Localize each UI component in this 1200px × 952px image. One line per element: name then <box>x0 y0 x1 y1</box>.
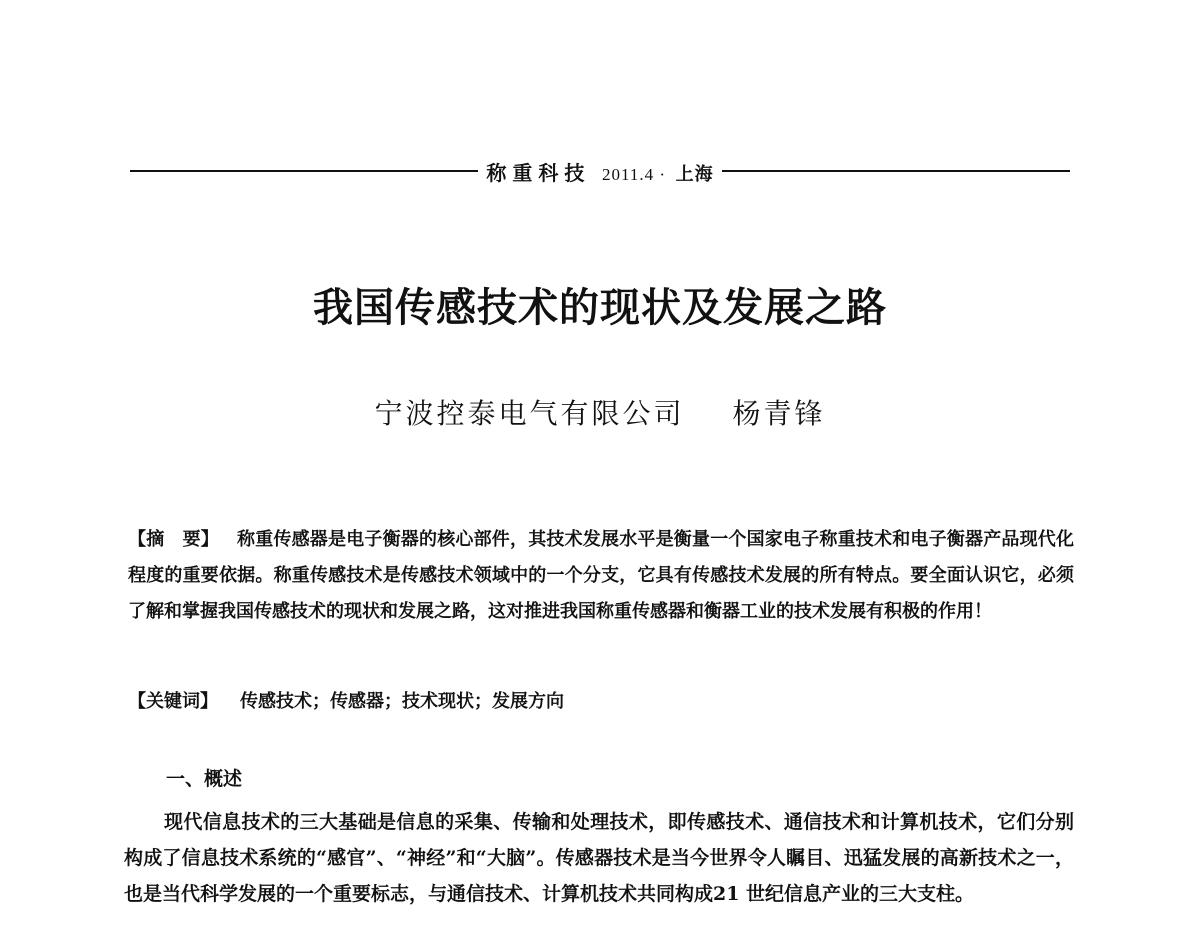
keywords-label: 【关键词】 <box>128 691 218 712</box>
keywords <box>128 686 1074 718</box>
journal-name: 称重科技 <box>486 160 591 185</box>
header-rule-right <box>722 170 1070 172</box>
affiliation: 宁波控泰电气有限公司 <box>374 397 685 430</box>
issue-number: 2011.4 · <box>601 164 667 184</box>
article-title: 我国传感技术的现状及发展之路 <box>313 284 887 331</box>
section-heading: 一、概述 <box>166 768 243 790</box>
header-rule-left <box>130 170 478 172</box>
header-text <box>478 157 721 186</box>
abstract-text: 称重传感器是电子衡器的核心部件，其技术发展水平是衡量一个国家电子称重技术和电子衡器产品现代化程度的重要依据。称重传感技术是传感技术领域中的一个分支，它具有传感技术发展的所有特点。要全面认识它，必须了解和掌握我国传感技术的现状和发展之路，这对推进我国称重传感器和衡器工业的技术发展有积极的作用！ <box>128 529 1074 622</box>
author-line <box>0 392 1200 432</box>
publication-city: 上海 <box>675 163 714 185</box>
abstract <box>128 522 1074 630</box>
author-name: 杨青锋 <box>732 397 826 430</box>
keywords-text: 传感技术；传感器；技术现状；发展方向 <box>240 691 564 712</box>
abstract-label: 【摘 要】 <box>128 529 219 550</box>
body-paragraph: 现代信息技术的三大基础是信息的采集、传输和处理技术，即传感技术、通信技术和计算机技术，它们分别构成了信息技术系统的“感官”、“神经”和“大脑”。传感器技术是当今世界令人瞩目、迅猛发展的高新技术之一，也是当代科学发展的一个重要标志，与通信技术、计算机技术共同构成21 世纪信息产业的三大支柱。 <box>124 811 1074 905</box>
running-header <box>130 158 1070 184</box>
